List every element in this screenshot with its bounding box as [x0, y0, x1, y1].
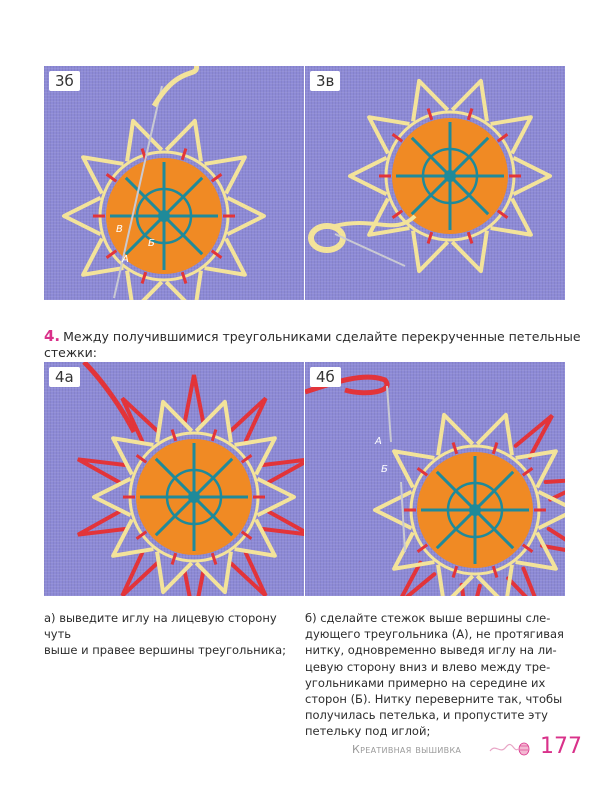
red-loop-stitch	[122, 553, 157, 596]
center-knot	[469, 504, 481, 516]
tacking-stitch	[182, 272, 186, 283]
red-loop-stitch	[78, 512, 125, 535]
red-loop-stitch	[78, 459, 125, 482]
tacking-stitch	[212, 553, 216, 564]
description-line: а) выведите иглу на лицевую сторону чуть	[44, 611, 277, 642]
step-4-heading	[44, 328, 584, 361]
needle	[335, 234, 405, 266]
tacking-stitch	[212, 429, 216, 440]
red-loop-stitch	[231, 398, 266, 441]
marker-b: Б	[381, 464, 388, 475]
tacking-stitch	[493, 566, 497, 577]
tacking-stitch	[428, 232, 432, 243]
tacking-stitch	[142, 272, 146, 283]
marker-b: Б	[148, 238, 155, 249]
description-line: выше и правее вершины треугольника;	[44, 643, 287, 658]
needle	[401, 482, 405, 552]
photo-step-4b	[305, 362, 565, 596]
tacking-stitch	[172, 429, 176, 440]
embroidery-3b	[44, 66, 304, 300]
marker-a: А	[122, 254, 129, 265]
page-number: 177	[540, 734, 582, 759]
step-number: 4.	[44, 327, 61, 345]
description-b	[305, 610, 567, 740]
description-line: б) сделайте стежок выше вершины сле-	[305, 611, 551, 625]
description-a	[44, 610, 306, 659]
photo-label-3v: 3в	[310, 71, 340, 91]
description-line: нитку, одновременно выведя иглу на ли-	[305, 643, 557, 658]
description-line: угольниками примерно на середине их	[305, 675, 546, 690]
red-loop-stitch	[263, 459, 304, 482]
embroidery-4a	[44, 362, 304, 596]
red-loop-stitch	[263, 512, 304, 535]
description-line: петельку под иглой;	[305, 724, 431, 739]
red-loop-stitch	[508, 569, 541, 596]
photo-label-3b: 3б	[49, 71, 80, 91]
marker-v: В	[116, 224, 123, 235]
description-line: сторон (Б). Нитку переверните так, чтобы	[305, 692, 563, 707]
description-line: цевую сторону вниз и влево между тре-	[305, 659, 551, 674]
red-thread	[84, 362, 134, 432]
photo-label-4b: 4б	[310, 367, 341, 387]
tacking-stitch	[453, 566, 457, 577]
embroidery-4b	[305, 362, 565, 596]
photo-step-4a	[44, 362, 304, 596]
photo-label-4a: 4а	[49, 367, 80, 387]
description-line: дующего треугольника (А), не протягивая	[305, 627, 564, 642]
marker-a: А	[375, 436, 382, 447]
needle	[387, 386, 391, 442]
tacking-stitch	[453, 442, 457, 453]
red-loop-stitch	[185, 375, 203, 422]
book-title: Креативная вышивка	[352, 743, 462, 756]
thread-loop	[311, 226, 343, 250]
tacking-stitch	[172, 553, 176, 564]
tacking-stitch	[182, 148, 186, 159]
thread-spool-icon	[488, 741, 532, 757]
photo-step-3b	[44, 66, 304, 300]
yellow-thread	[154, 66, 197, 106]
red-loop-stitch	[185, 572, 203, 596]
tacking-stitch	[493, 442, 497, 453]
tacking-stitch	[468, 232, 472, 243]
center-knot	[158, 210, 170, 222]
center-knot	[188, 491, 200, 503]
photo-step-3v	[305, 66, 565, 300]
tacking-stitch	[468, 108, 472, 119]
embroidery-3v	[305, 66, 565, 300]
step-text: Между получившимися треугольниками сделайте перекрученные петельные стежки:	[44, 329, 581, 360]
red-loop-stitch	[231, 553, 266, 596]
tacking-stitch	[428, 108, 432, 119]
description-line: получилась петелька, и пропустите эту	[305, 708, 548, 723]
center-knot	[444, 170, 456, 182]
